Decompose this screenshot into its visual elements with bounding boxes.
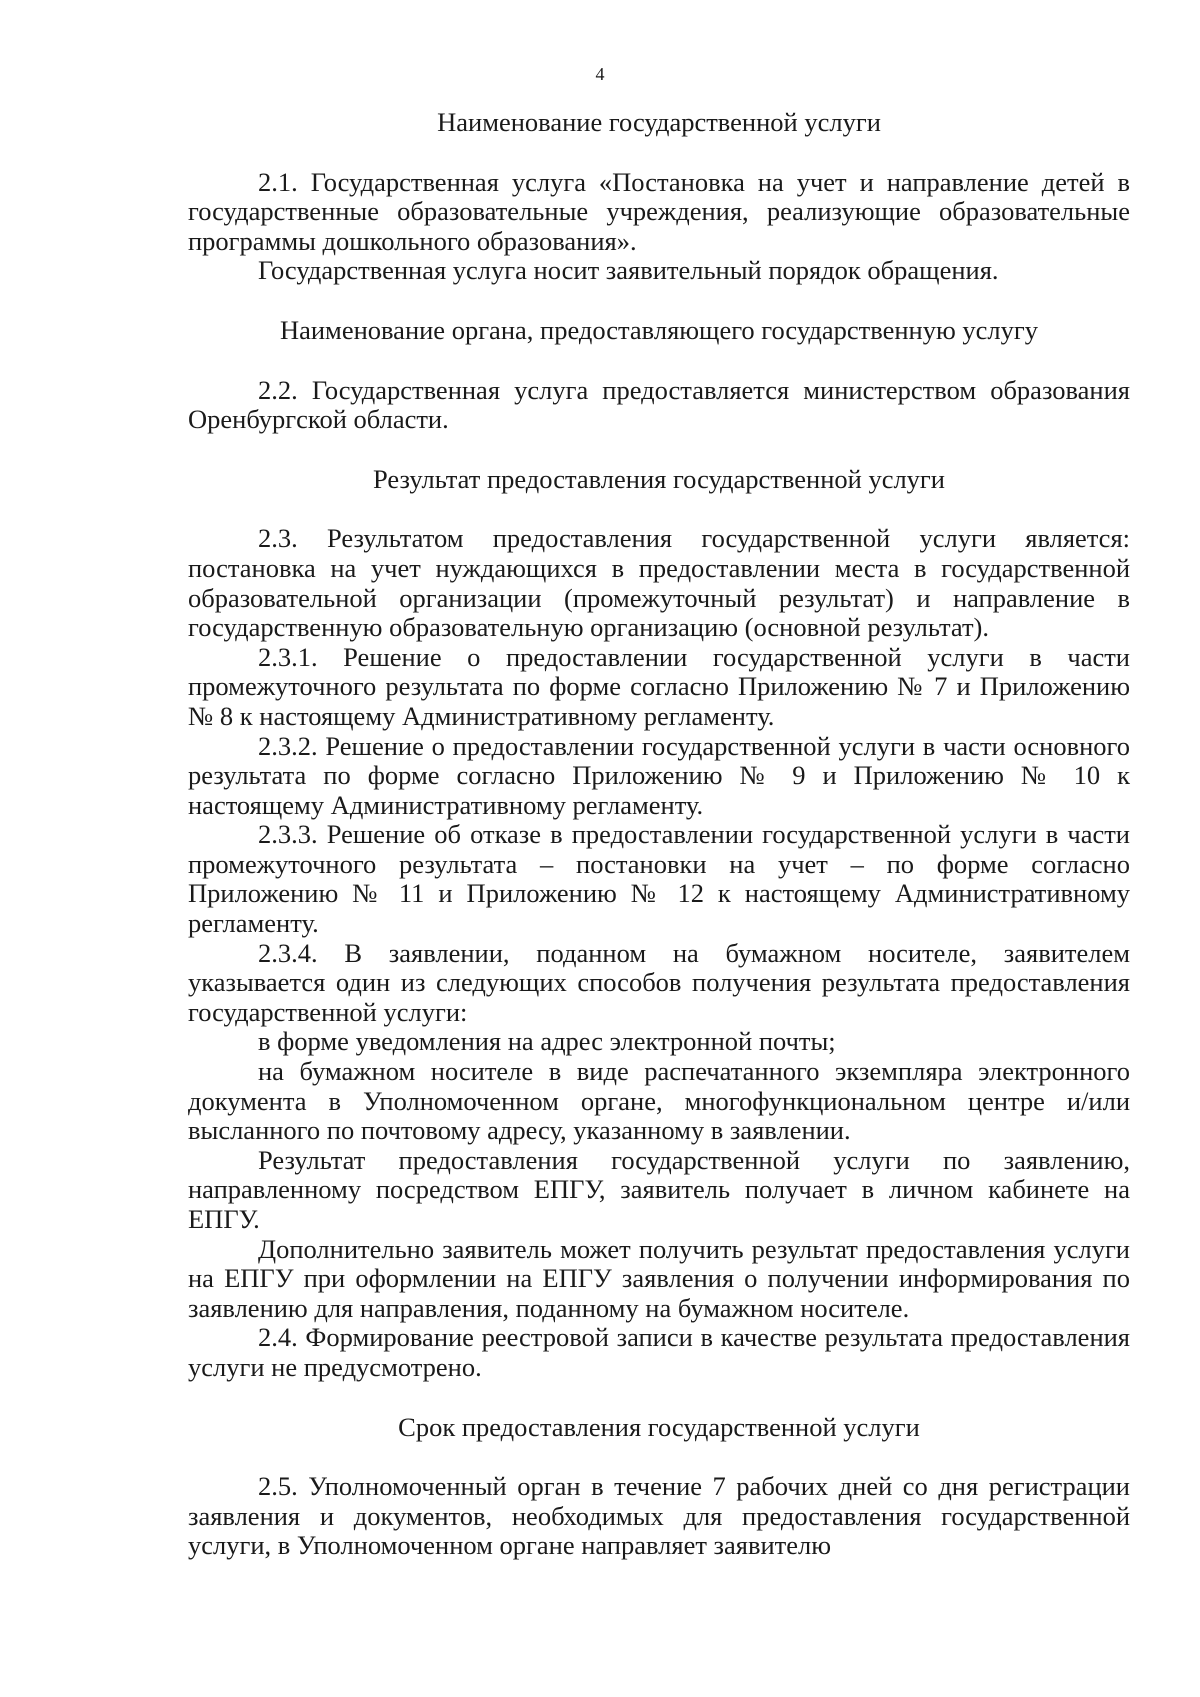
paragraph-2-2: 2.2. Государственная услуга предоставляется министерством образования Оренбургской области. bbox=[188, 374, 1130, 435]
paragraph-epgu-result: Результат предоставления государственной услуги по заявлению, направленному посредством ЕПГУ, заявитель получает в личном кабинете на ЕПГУ. bbox=[188, 1144, 1130, 1234]
section-heading-result: Результат предоставления государственной услуги bbox=[373, 463, 945, 494]
page-number: 4 bbox=[595, 64, 605, 84]
paragraph-2-3-1: 2.3.1. Решение о предоставлении государственной услуги в части промежуточного результата по форме согласно Приложению № 7 и Приложению № 8 к настоящему Административному регламенту. bbox=[188, 641, 1130, 731]
section-heading-term: Срок предоставления государственной услуги bbox=[398, 1411, 920, 1442]
paragraph-2-4: 2.4. Формирование реестровой записи в качестве результата предоставления услуги не предусмотрено. bbox=[188, 1322, 1130, 1382]
paragraph-application-order: Государственная услуга носит заявительный порядок обращения. bbox=[258, 255, 999, 286]
paragraph-email-method: в форме уведомления на адрес электронной почты; bbox=[258, 1026, 836, 1057]
paragraph-2-3-4: 2.3.4. В заявлении, поданном на бумажном носителе, заявителем указывается один из следующих способов получения результата предоставления государственной услуги: bbox=[188, 937, 1130, 1027]
paragraph-2-1: 2.1. Государственная услуга «Постановка на учет и направление детей в государственные образовательные учреждения, реализующие образовательные программы дошкольного образования». bbox=[188, 166, 1130, 256]
document-body bbox=[188, 108, 1130, 1561]
paragraph-paper-method: на бумажном носителе в виде распечатанного экземпляра электронного документа в Уполномоченном органе, многофункциональном центре и/или высланного по почтовому адресу, указанному в заявлении. bbox=[188, 1056, 1130, 1146]
paragraph-additional-epgu: Дополнительно заявитель может получить результат предоставления услуги на ЕПГУ при оформлении на ЕПГУ заявления о получении информирования по заявлению для направления, поданному на бумажном носителе. bbox=[188, 1233, 1130, 1323]
paragraph-2-3: 2.3. Результатом предоставления государственной услуги является: постановка на учет нуждающихся в предоставлении места в государственной образовательной организации (промежуточный результат) и направление в государственную образовательную организацию (основной результат). bbox=[188, 523, 1130, 643]
paragraph-2-5: 2.5. Уполномоченный орган в течение 7 рабочих дней со дня регистрации заявления и документов, необходимых для предоставления государственной услуги, в Уполномоченном органе направляет заявителю bbox=[188, 1471, 1130, 1561]
paragraph-2-3-3: 2.3.3. Решение об отказе в предоставлении государственной услуги в части промежуточного результата – постановки на учет – по форме согласно Приложению № 11 и Приложению № 12 к настоящему Административному регламенту. bbox=[188, 819, 1130, 939]
paragraph-2-3-2: 2.3.2. Решение о предоставлении государственной услуги в части основного результата по форме согласно Приложению № 9 и Приложению № 10 к настоящему Административному регламенту. bbox=[188, 730, 1130, 820]
section-heading-authority: Наименование органа, предоставляющего государственную услугу bbox=[279, 314, 1039, 345]
section-heading-service-name: Наименование государственной услуги bbox=[437, 107, 881, 137]
